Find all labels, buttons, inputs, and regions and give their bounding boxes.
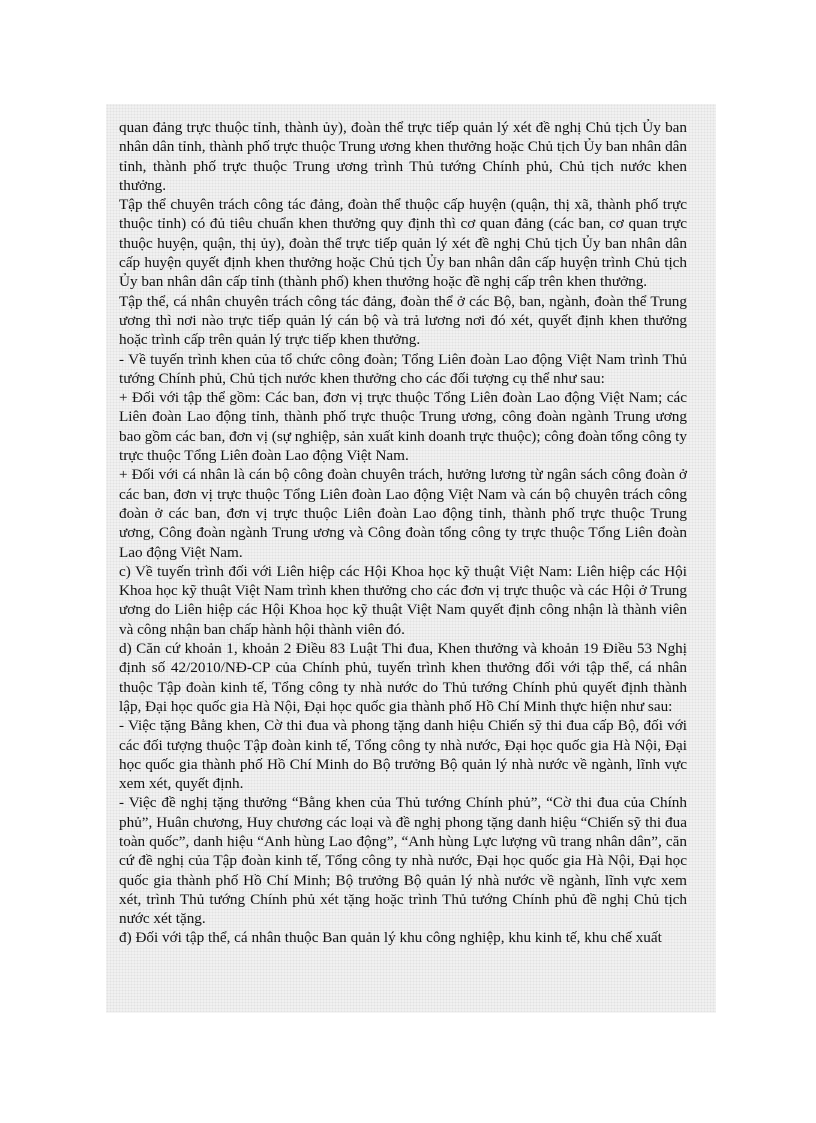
- paragraph: quan đảng trực thuộc tỉnh, thành ủy), đoàn thể trực tiếp quản lý xét đề nghị Chủ tịch Ủy ban nhân dân tỉnh, thành phố trực thuộc Trung ương khen thưởng hoặc Chủ tịch Ủy ban nhân dân tỉnh, thành phố trực thuộc Trung ương trình Thủ tướng Chính phủ, Chủ tịch nước khen thưởng.: [119, 119, 687, 194]
- paragraph: + Đối với cá nhân là cán bộ công đoàn chuyên trách, hưởng lương từ ngân sách công đoàn ở các ban, đơn vị trực thuộc Tổng Liên đoàn Lao động Việt Nam và cán bộ chuyên trách công đoàn ở các ban, đơn vị trực thuộc Liên đoàn Lao động tỉnh, thành phố trực thuộc Trung ương, Công đoàn ngành Trung ương và Công đoàn tổng công ty trực thuộc Tổng Liên đoàn Lao động Việt Nam.: [119, 466, 687, 561]
- paragraph: Tập thể, cá nhân chuyên trách công tác đảng, đoàn thể ở các Bộ, ban, ngành, đoàn thể Trung ương thì nơi nào trực tiếp quản lý cán bộ và trả lương nơi đó xét, quyết định khen thưởng hoặc trình cấp trên quản lý trực tiếp khen thưởng.: [119, 292, 687, 349]
- document-body: [119, 118, 687, 948]
- paragraph: - Việc đề nghị tặng thưởng “Bằng khen của Thủ tướng Chính phủ”, “Cờ thi đua của Chính phủ”, Huân chương, Huy chương các loại và đề nghị phong tặng danh hiệu “Chiến sỹ thi đua toàn quốc”, danh hiệu “Anh hùng Lao động”, “Anh hùng Lực lượng vũ trang nhân dân”, căn cứ đề nghị của Tập đoàn kinh tế, Tổng công ty nhà nước, Đại học quốc gia Hà Nội, Đại học quốc gia thành phố Hồ Chí Minh; Bộ trưởng Bộ quản lý nhà nước về ngành, lĩnh vực xem xét, trình Thủ tướng Chính phủ xét tặng hoặc trình Thủ tướng Chính phủ đề nghị Chủ tịch nước xét tặng.: [119, 794, 687, 928]
- paragraph: - Về tuyến trình khen của tổ chức công đoàn; Tổng Liên đoàn Lao động Việt Nam trình Thủ tướng Chính phủ, Chủ tịch nước khen thưởng cho các đối tượng cụ thể như sau:: [119, 350, 687, 387]
- paragraph: đ) Đối với tập thể, cá nhân thuộc Ban quản lý khu công nghiệp, khu kinh tế, khu chế xuất: [119, 929, 662, 947]
- paragraph: Tập thể chuyên trách công tác đảng, đoàn thể thuộc cấp huyện (quận, thị xã, thành phố trực thuộc tỉnh) có đủ tiêu chuẩn khen thưởng quy định thì cơ quan đảng (các ban, cơ quan trực thuộc huyện, quận, thị ủy), đoàn thể trực tiếp quản lý xét đề nghị Chủ tịch Ủy ban nhân dân cấp huyện quyết định khen thưởng hoặc Chủ tịch Ủy ban nhân dân cấp huyện trình Chủ tịch Ủy ban nhân dân cấp tỉnh (thành phố) khen thưởng hoặc đề nghị cấp trên khen thưởng.: [119, 196, 687, 291]
- paragraph: + Đối với tập thể gồm: Các ban, đơn vị trực thuộc Tổng Liên đoàn Lao động Việt Nam; các Liên đoàn Lao động tỉnh, thành phố trực thuộc Trung ương, công đoàn ngành Trung ương bao gồm các ban, đơn vị (sự nghiệp, sản xuất kinh doanh trực thuộc); công đoàn tổng công ty trực thuộc Tổng Liên đoàn Lao động Việt Nam.: [119, 389, 687, 465]
- paragraph: d) Căn cứ khoản 1, khoản 2 Điều 83 Luật Thi đua, Khen thưởng và khoản 19 Điều 53 Nghị định số 42/2010/NĐ-CP của Chính phủ, tuyến trình khen thưởng đối với tập thể, cá nhân thuộc Tập đoàn kinh tế, Tổng công ty nhà nước do Thủ tướng Chính phủ quyết định thành lập, Đại học quốc gia Hà Nội, Đại học quốc gia thành phố Hồ Chí Minh thực hiện như sau:: [119, 640, 687, 715]
- paragraph: c) Về tuyến trình đối với Liên hiệp các Hội Khoa học kỹ thuật Việt Nam: Liên hiệp các Hội Khoa học kỹ thuật Việt Nam trình khen thưởng cho các đơn vị trực thuộc và các Hội ở Trung ương do Liên hiệp các Hội Khoa học kỹ thuật Việt Nam quyết định công nhận là thành viên và công nhận ban chấp hành hội thành viên đó.: [119, 562, 687, 638]
- page-bottom-edge: [106, 1012, 716, 1013]
- paragraph: - Việc tặng Bằng khen, Cờ thi đua và phong tặng danh hiệu Chiến sỹ thi đua cấp Bộ, đối với các đối tượng thuộc Tập đoàn kinh tế, Tổng công ty nhà nước, Đại học quốc gia Hà Nội, Đại học quốc gia thành phố Hồ Chí Minh do Bộ trưởng Bộ quản lý nhà nước về ngành, lĩnh vực xem xét, quyết định.: [119, 717, 687, 793]
